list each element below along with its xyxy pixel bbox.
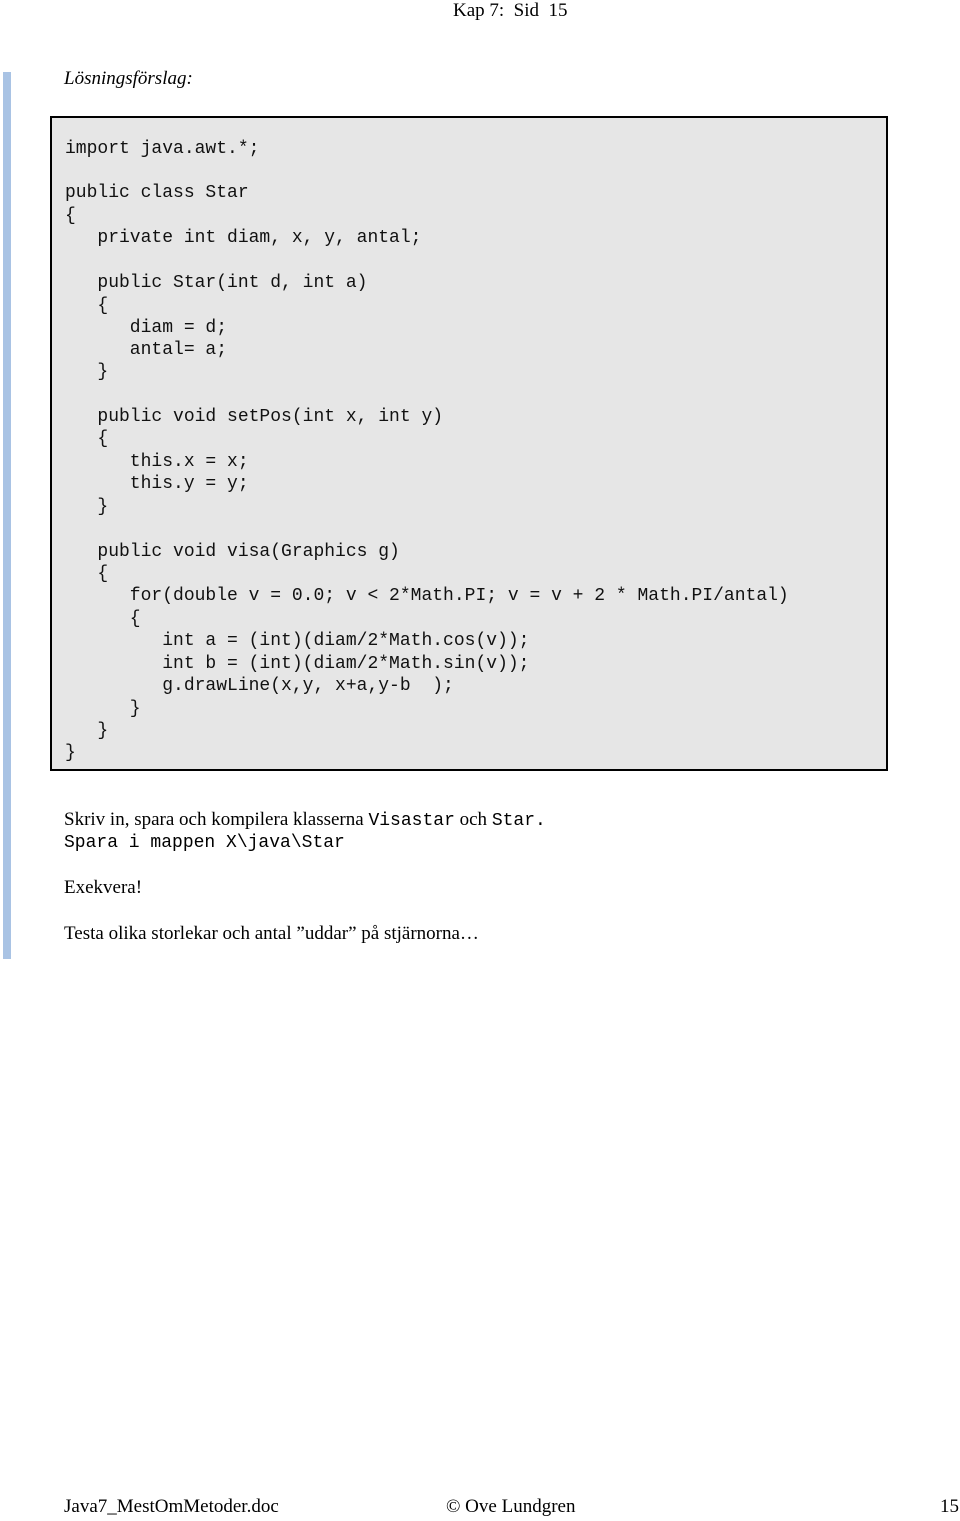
section-label: Lösningsförslag: [64, 68, 193, 89]
code-line: } [65, 743, 76, 763]
accent-bar [3, 72, 11, 959]
code-line: int a = (int)(diam/2*Math.cos(v)); [65, 631, 530, 651]
class-name-visastar: Visastar [368, 811, 455, 831]
code-line: } [65, 362, 109, 382]
code-box [50, 116, 888, 771]
instruction-save-folder: Spara i mappen X\java\Star [64, 833, 345, 853]
instruction-compile [64, 809, 546, 832]
code-line: { [65, 564, 109, 584]
code-line: } [65, 699, 141, 719]
footer-page-number: 15 [940, 1496, 959, 1517]
footer-filename: Java7_MestOmMetoder.doc [64, 1496, 279, 1517]
page-header: Kap 7: Sid 15 [453, 0, 568, 21]
code-line: import java.awt.*; [65, 139, 260, 159]
instruction-execute: Exekvera! [64, 877, 143, 898]
code-line: } [65, 497, 109, 517]
code-line: public class Star [65, 183, 249, 203]
footer-author: © Ove Lundgren [446, 1496, 576, 1517]
code-line: public void visa(Graphics g) [65, 542, 400, 562]
code-line: } [65, 721, 109, 741]
instruction-compile-text: Skriv in, spara och kompilera klasserna [64, 809, 369, 830]
instruction-connector: och [454, 809, 492, 830]
code-line: public void setPos(int x, int y) [65, 407, 444, 427]
code-line: { [65, 296, 109, 316]
code-line: private int diam, x, y, antal; [65, 228, 422, 248]
code-line: public Star(int d, int a) [65, 273, 368, 293]
code-line: { [65, 609, 141, 629]
code-line: { [65, 206, 76, 226]
code-line: this.x = x; [65, 452, 249, 472]
code-line: this.y = y; [65, 474, 249, 494]
code-line: { [65, 429, 109, 449]
code-line: g.drawLine(x,y, x+a,y-b ); [65, 676, 454, 696]
code-line: for(double v = 0.0; v < 2*Math.PI; v = v + 2 * Math.PI/antal) [65, 586, 789, 606]
instruction-test: Testa olika storlekar och antal ”uddar” på stjärnorna… [64, 923, 479, 944]
class-name-star: Star. [491, 811, 546, 831]
code-line: antal= a; [65, 340, 228, 360]
code-line: diam = d; [65, 318, 228, 338]
code-line: int b = (int)(diam/2*Math.sin(v)); [65, 654, 530, 674]
